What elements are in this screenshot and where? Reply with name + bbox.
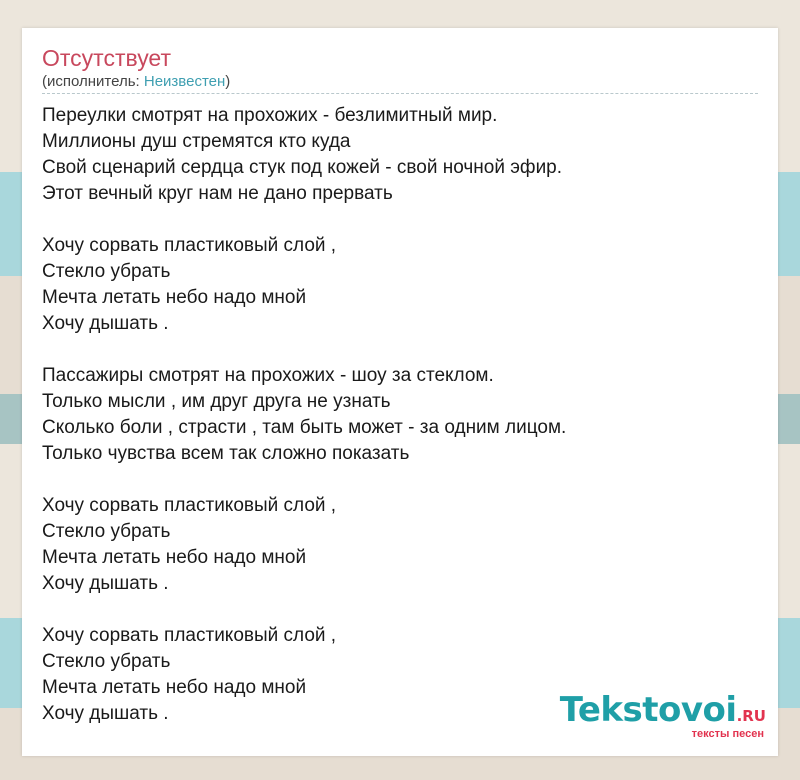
lyric-line: Свой сценарий сердца стук под кожей - свой ночной эфир. [42, 157, 563, 178]
artist-suffix: ) [225, 73, 231, 90]
artist-line [42, 73, 230, 91]
verse-3 [42, 363, 566, 467]
lyric-line: Хочу дышать . [42, 573, 169, 594]
lyric-line: Пассажиры смотрят на прохожих - шоу за стеклом. [42, 365, 494, 386]
lyric-line: Стекло убрать [42, 261, 171, 282]
lyric-line: Мечта летать небо надо мной [42, 677, 307, 698]
lyric-line: Этот вечный круг нам не дано прервать [42, 183, 393, 204]
lyric-line: Стекло убрать [42, 521, 171, 542]
lyric-line: Мечта летать небо надо мной [42, 287, 307, 308]
watermark-tagline: тексты песен [691, 728, 764, 740]
lyric-line: Только чувства всем так сложно показать [42, 443, 410, 464]
lyric-line: Хочу дышать . [42, 703, 169, 724]
lyric-line: Стекло убрать [42, 651, 171, 672]
lyric-line: Хочу сорвать пластиковый слой , [42, 235, 337, 256]
lyric-line: Сколько боли , страсти , там быть может - за одним лицом. [42, 417, 567, 438]
lyric-line: Мечта летать небо надо мной [42, 547, 307, 568]
lyrics-text [42, 103, 566, 753]
lyric-line: Хочу сорвать пластиковый слой , [42, 625, 337, 646]
watermark-brand: Tekstovoi [559, 690, 737, 730]
song-title: Отсутствует [42, 45, 171, 71]
verse-4 [42, 493, 566, 597]
lyric-line: Миллионы душ стремятся кто куда [42, 131, 351, 152]
verse-2 [42, 233, 566, 337]
lyric-line: Только мысли , им друг друга не узнать [42, 391, 391, 412]
title-divider [42, 93, 758, 94]
artist-link[interactable]: Неизвестен [143, 73, 226, 90]
site-watermark[interactable] [546, 690, 766, 750]
lyric-line: Хочу сорвать пластиковый слой , [42, 495, 337, 516]
lyric-line: Хочу дышать . [42, 313, 169, 334]
watermark-tld: .RU [736, 707, 766, 725]
lyric-line: Переулки смотрят на прохожих - безлимитный мир. [42, 105, 498, 126]
verse-5 [42, 623, 566, 727]
verse-1 [42, 103, 566, 207]
lyrics-card [22, 28, 778, 756]
artist-prefix: (исполнитель: [42, 73, 144, 90]
